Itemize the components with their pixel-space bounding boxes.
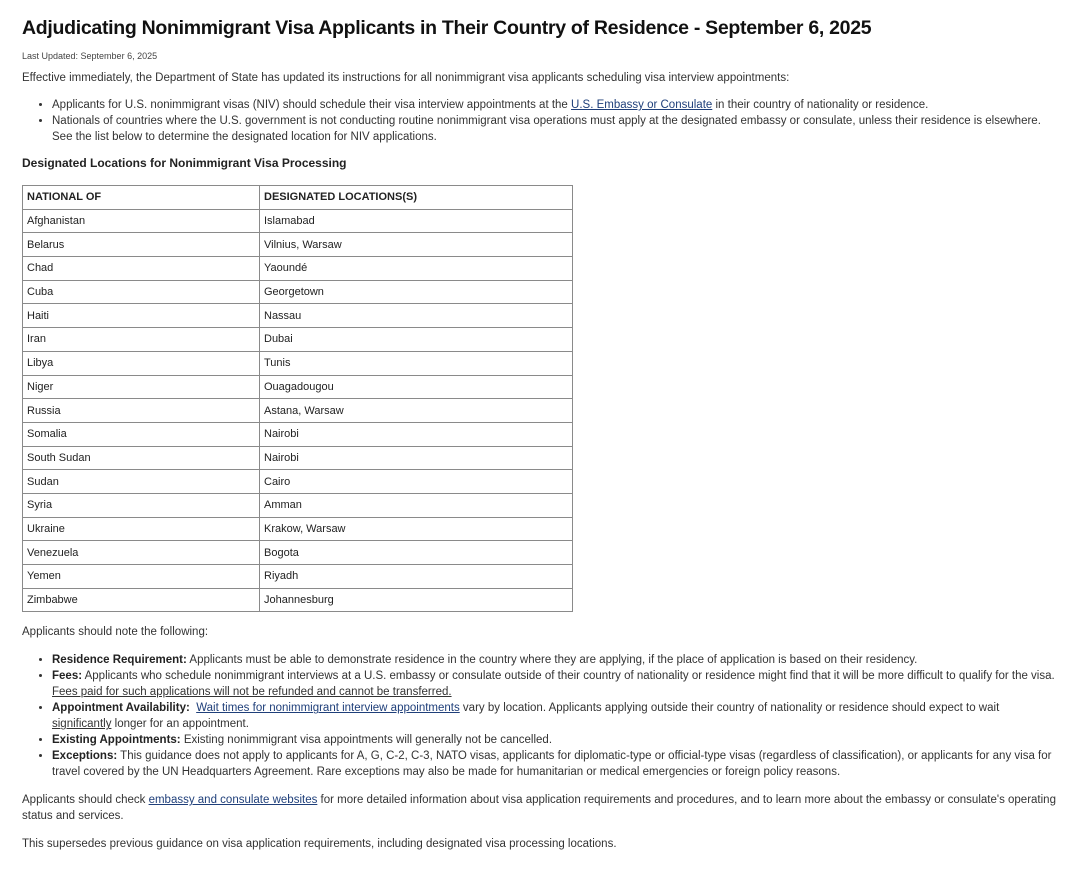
table-row — [23, 351, 573, 375]
table-row — [23, 422, 573, 446]
location-cell: Krakow, Warsaw — [260, 517, 573, 541]
existing-label: Existing Appointments: — [52, 734, 181, 747]
last-updated: Last Updated: September 6, 2025 — [22, 51, 158, 61]
location-cell: Nassau — [260, 304, 573, 328]
table-row — [23, 328, 573, 352]
country-cell: Afghanistan — [23, 209, 260, 233]
check-websites-text: Applicants should check embassy and consulate websites for more detailed information about visa application requirements and procedures, and to learn more about the embassy or consulate's operating status and services. — [22, 794, 1056, 823]
list-item-appointments: • Appointment Availability: Wait times for nonimmigrant interview appointments vary by location. Applicants applying outside their country of nationality or residence should expect to wait significantly longer for an appointment. — [52, 700, 1058, 732]
country-cell: Iran — [23, 328, 260, 352]
country-cell: Sudan — [23, 470, 260, 494]
embassy-websites-link[interactable]: embassy and consulate websites — [148, 794, 318, 807]
country-cell: Syria — [23, 493, 260, 517]
location-cell: Riyadh — [260, 565, 573, 589]
country-cell: South Sudan — [23, 446, 260, 470]
fees-label: Fees: — [52, 670, 83, 683]
country-cell: Haiti — [23, 304, 260, 328]
exceptions-label: Exceptions: — [52, 750, 118, 763]
table-row — [23, 304, 573, 328]
note-intro: Applicants should note the following: — [22, 626, 209, 639]
fees-refund-note: Fees paid for such applications will not be refunded and cannot be transferred. — [52, 686, 452, 699]
location-cell: Yaoundé — [260, 257, 573, 281]
table-row — [23, 280, 573, 304]
country-cell: Cuba — [23, 280, 260, 304]
list-item-fees: • Fees: Applicants who schedule nonimmigrant interviews at a U.S. embassy or consulate outside of their country of nationality or residence might find that it will be more difficult to qualify for the visa. Fees paid for such applications will not be refunded and cannot be transferred. — [52, 668, 1058, 700]
location-cell: Dubai — [260, 328, 573, 352]
table-row — [23, 517, 573, 541]
table-row — [23, 233, 573, 257]
location-cell: Johannesburg — [260, 588, 573, 612]
instructions-list — [22, 97, 1058, 145]
list-item: • Nationals of countries where the U.S. government is not conducting routine nonimmigrant visa operations must apply at the designated embassy or consulate, unless their residence is elsewhere. See the list below to determine the designated location for NIV applications. — [52, 113, 1058, 145]
list-item-existing: • Existing Appointments: Existing nonimmigrant visa appointments will generally not be cancelled. — [52, 732, 1058, 748]
location-cell: Islamabad — [260, 209, 573, 233]
country-cell: Zimbabwe — [23, 588, 260, 612]
location-cell: Vilnius, Warsaw — [260, 233, 573, 257]
list-item-residence: • Residence Requirement: Applicants must be able to demonstrate residence in the country where they are applying, if the place of application is based on their residency. — [52, 652, 1058, 668]
table-row — [23, 588, 573, 612]
location-cell: Astana, Warsaw — [260, 399, 573, 423]
location-cell: Nairobi — [260, 422, 573, 446]
country-cell: Russia — [23, 399, 260, 423]
country-cell: Chad — [23, 257, 260, 281]
country-cell: Niger — [23, 375, 260, 399]
table-row — [23, 541, 573, 565]
residence-label: Residence Requirement: — [52, 654, 187, 667]
wait-times-link[interactable]: Wait times for nonimmigrant interview appointments — [196, 702, 460, 715]
column-header-location: DESIGNATED LOCATIONS(S) — [260, 186, 573, 210]
table-row — [23, 257, 573, 281]
list-item-exceptions: • Exceptions: This guidance does not apply to applicants for A, G, C-2, C-3, NATO visas, applicants for diplomatic-type or official-type visas (regardless of classification), or applicants for any visa for travel covered by the UN Headquarters Agreement. Rare exceptions may also be made for humanitarian or medical emergencies or foreign policy reasons. — [52, 748, 1058, 780]
page-title: Adjudicating Nonimmigrant Visa Applicants in Their Country of Residence - September 6, 2025 — [22, 17, 872, 39]
location-cell: Cairo — [260, 470, 573, 494]
appointment-label: Appointment Availability: — [52, 702, 190, 715]
table-row — [23, 375, 573, 399]
list-item: • Applicants for U.S. nonimmigrant visas (NIV) should schedule their visa interview appointments at the U.S. Embassy or Consulate in their country of nationality or residence. — [52, 97, 1058, 113]
supersedes-text: This supersedes previous guidance on visa application requirements, including designated visa processing locations. — [22, 838, 617, 851]
location-cell: Nairobi — [260, 446, 573, 470]
country-cell: Libya — [23, 351, 260, 375]
embassy-consulate-link[interactable]: U.S. Embassy or Consulate — [571, 99, 713, 111]
location-cell: Georgetown — [260, 280, 573, 304]
intro-text: Effective immediately, the Department of State has updated its instructions for all nonimmigrant visa applicants scheduling visa interview appointments: — [22, 72, 790, 84]
table-row — [23, 209, 573, 233]
country-cell: Belarus — [23, 233, 260, 257]
country-cell: Ukraine — [23, 517, 260, 541]
location-cell: Bogota — [260, 541, 573, 565]
country-cell: Somalia — [23, 422, 260, 446]
table-row — [23, 446, 573, 470]
table-row — [23, 399, 573, 423]
table-row — [23, 493, 573, 517]
location-cell: Tunis — [260, 351, 573, 375]
designated-locations-table — [22, 185, 573, 612]
location-cell: Ouagadougou — [260, 375, 573, 399]
table-row — [23, 565, 573, 589]
table-row — [23, 470, 573, 494]
table-header-row — [23, 186, 573, 210]
location-cell: Amman — [260, 493, 573, 517]
country-cell: Venezuela — [23, 541, 260, 565]
table-heading: Designated Locations for Nonimmigrant Visa Processing — [22, 156, 347, 170]
notes-list — [22, 652, 1058, 780]
country-cell: Yemen — [23, 565, 260, 589]
column-header-national: NATIONAL OF — [23, 186, 260, 210]
